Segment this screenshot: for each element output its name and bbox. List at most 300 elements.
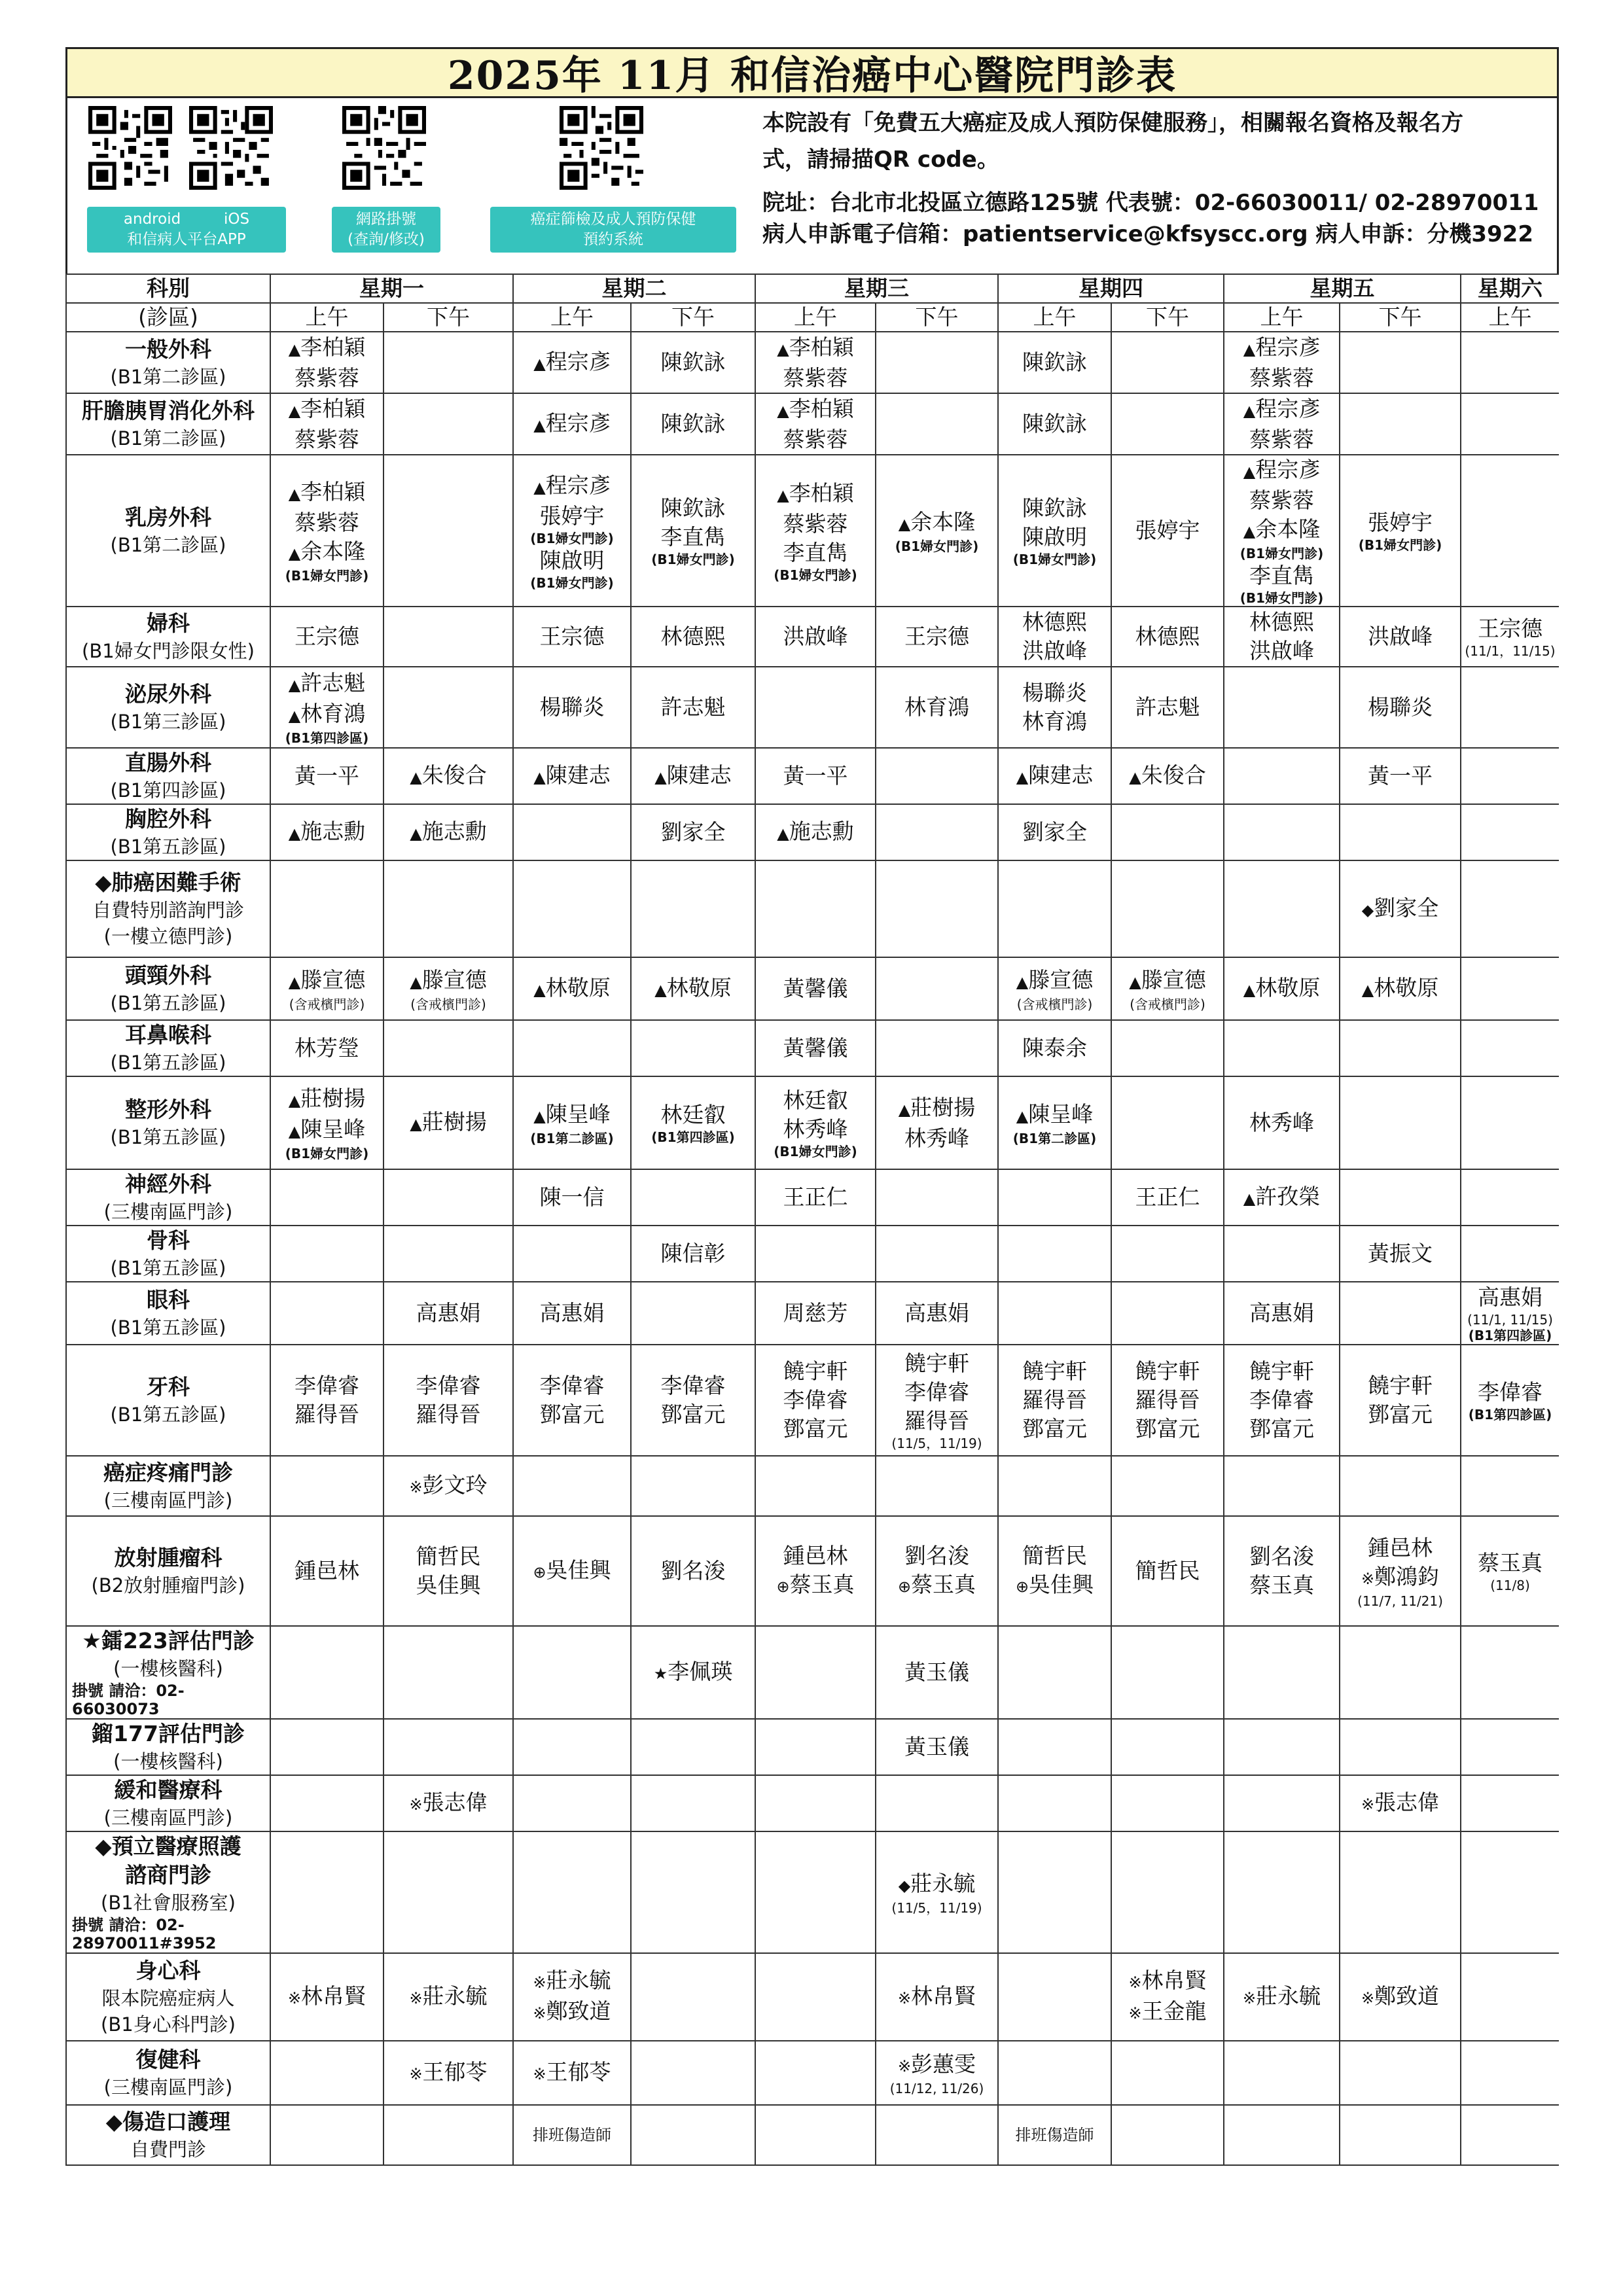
doctor-name: 鄭致道 [1374,1983,1440,2009]
session-cell [513,748,631,804]
doctor-name: 林廷叡 [660,1102,726,1127]
doctor-entry [999,1386,1111,1415]
department-name: 神經外科 [125,1171,211,1197]
qr-code-icon[interactable] [342,106,426,190]
session-cell [1461,1456,1559,1516]
triangle-icon: ▲ [288,824,301,843]
doctor-entry [632,1557,755,1585]
session-cell [1111,1775,1224,1831]
doctor-entry [1340,1371,1460,1400]
session-cell [1111,1516,1224,1626]
department-cell [66,1953,270,2041]
doctor-entry [876,1093,997,1124]
asterisk-icon: ※ [1361,1569,1375,1588]
doctor-name: 程宗彥 [1255,395,1321,421]
schedule-row [66,860,1559,957]
doctor-entry [632,1657,755,1688]
session-cell [876,1775,998,1831]
doctor-name: 林德熙 [1249,609,1314,635]
session-cell [270,1626,383,1719]
session-cell [270,2105,383,2165]
department-name: 骨科 [147,1227,190,1253]
session-cell [631,1345,755,1456]
doctor-name: 林德熙 [1022,609,1087,635]
doctor-name: 劉家全 [660,819,726,845]
session-cell [1461,1516,1559,1626]
session-cell [876,332,998,393]
session-cell [1224,455,1340,607]
session-cell [755,860,876,957]
doctor-entry [384,1571,512,1600]
department-name: 一般外科 [125,336,211,362]
session-cell [1340,1345,1461,1456]
session-cell [1111,1169,1224,1226]
session-cell [631,957,755,1020]
session-cell [1461,1169,1559,1226]
session-cell [876,1953,998,2041]
session-cell [755,1719,876,1775]
doctor-entry [999,348,1111,377]
doctor-entry [756,1415,875,1443]
session-cell [513,2041,631,2105]
doctor-name: 陳欽詠 [1022,495,1087,521]
session-cell [513,860,631,957]
doctor-name: 洪啟峰 [1022,638,1087,663]
doctor-name: 陳欽詠 [1022,349,1087,375]
session-cell [1111,1226,1224,1282]
location-note: (B1婦女門診) [530,574,614,591]
session-cell [876,748,998,804]
doctor-name: 陳啟明 [1022,524,1087,550]
session-cell [1340,1626,1461,1719]
doctor-name: 林敬原 [1255,974,1321,1000]
doctor-entry [271,333,383,364]
session-cell [1224,1775,1340,1831]
clinic-zone: (B1第五診區) [110,1404,226,1426]
doctor-entry [514,1966,630,1997]
doctor-name: 鄧富元 [783,1416,848,1441]
session-cell [1340,607,1461,667]
session-cell [513,1626,631,1719]
registration-phone-number: ：02-28970011#3952 [72,1916,217,1952]
doctor-name: 劉名浚 [1249,1544,1314,1569]
session-cell [1224,748,1340,804]
doctor-name: 余本隆 [300,539,366,564]
doctor-name: 高惠娟 [1249,1300,1314,1326]
doctor-entry [514,1299,630,1328]
clinic-zone: (B1婦女門診限女性) [82,640,255,662]
session-cell [1111,607,1224,667]
doctor-name: 林敬原 [1374,974,1439,1000]
session-cell [1340,2105,1461,2165]
doctor-entry [756,1542,875,1570]
schedule-row [66,1169,1559,1226]
schedule-row [66,1020,1559,1076]
doctor-entry [514,409,630,440]
session-cell [513,2105,631,2165]
doctor-name: 許志魁 [660,694,726,720]
triangle-icon: ▲ [288,707,301,725]
doctor-entry [271,1084,383,1115]
doctor-name: 施志勳 [789,818,854,844]
session-cell [513,1456,631,1516]
doctor-entry [271,537,383,568]
session-cell [383,1775,513,1831]
session-cell [998,1076,1111,1169]
triangle-icon: ▲ [777,486,789,504]
doctor-name: 李直雋 [660,524,726,550]
doctor-entry [1112,1415,1223,1443]
session-cell [1224,1626,1340,1719]
doctor-name: 王宗德 [904,624,969,649]
day-header-thu: 星期四 [998,274,1224,303]
session-cell [998,607,1111,667]
doctor-name: 林秀峰 [783,1116,848,1142]
department-cell [66,1516,270,1626]
doctor-entry [514,974,630,1004]
doctor-name: 彭蕙雯 [911,2051,976,2077]
doctor-name: 李柏穎 [300,479,366,504]
doctor-name: 高惠娟 [539,1300,605,1326]
session-cell [755,748,876,804]
qr-code-icon[interactable] [560,106,643,190]
session-am: 上午 [998,303,1111,332]
session-cell [383,1226,513,1282]
doctor-name: 黃振文 [1368,1241,1433,1266]
session-cell [383,455,513,607]
session-cell [270,860,383,957]
schedule-row [66,1831,1559,1953]
triangle-icon: ▲ [288,544,301,563]
doctor-name: 張婷宇 [1135,518,1200,543]
location-note: (B1第四診區) [285,730,369,746]
location-note: (11/1，11/15) [1465,643,1556,659]
session-cell [270,1775,383,1831]
doctor-entry [876,1124,997,1153]
doctor-entry [271,762,383,790]
doctor-name: 鄭致道 [546,1998,611,2024]
doctor-entry [384,1371,512,1400]
session-cell [876,1831,998,1953]
qr-code-icon[interactable] [189,106,273,190]
session-cell [755,957,876,1020]
session-cell [998,957,1111,1020]
session-cell [270,455,383,607]
doctor-entry [1224,1386,1339,1415]
session-cell [755,1626,876,1719]
clinic-zone-line2: (一樓立德門診) [103,925,233,947]
department-cell [66,1169,270,1226]
circled-plus-icon: ⊕ [776,1577,790,1596]
doctor-entry [384,966,512,997]
session-cell [513,1076,631,1169]
doctor-entry [1461,1283,1559,1312]
session-cell [755,332,876,393]
location-note: (11/7, 11/21) [1357,1593,1443,1609]
session-cell [1224,1516,1340,1626]
session-cell [1340,1775,1461,1831]
triangle-icon: ▲ [1243,340,1256,359]
session-am: 上午 [1461,303,1559,332]
clinic-zone: 自費門診 [130,2138,206,2161]
qr-code-icon[interactable] [88,106,172,190]
department-cell [66,332,270,393]
doctor-name: 程宗彥 [545,348,611,374]
doctor-name: 莊樹揚 [300,1086,366,1111]
clinic-zone: (B1第五診區) [110,1257,226,1279]
doctor-entry [876,1733,997,1761]
session-cell [1461,748,1559,804]
doctor-name: 蔡紫蓉 [294,364,359,391]
session-cell [631,1626,755,1719]
doctor-name: 程宗彥 [545,410,611,436]
clinic-zone: (B1第四診區) [110,779,226,802]
department-name: 緩和醫療科 [114,1777,223,1803]
doctor-entry [1224,1182,1339,1213]
session-cell [1111,1953,1224,2041]
doctor-entry [1112,1183,1223,1212]
department-name: 直腸外科 [125,750,211,775]
session-cell [998,1516,1111,1626]
session-cell [513,1953,631,2041]
session-cell [876,1516,998,1626]
location-note: (11/8) [1490,1578,1530,1593]
session-cell [876,1282,998,1345]
location-note: (B1婦女門診) [285,568,369,584]
doctor-entry [514,1371,630,1400]
doctor-entry [876,622,997,651]
doctor-entry [999,608,1111,637]
session-cell [1340,748,1461,804]
doctor-name: 簡哲民 [416,1544,481,1569]
session-cell [998,1775,1111,1831]
doctor-entry [271,508,383,537]
doctor-entry [999,1100,1111,1131]
triangle-icon: ▲ [1243,463,1256,481]
doctor-name: 許孜榮 [1255,1183,1321,1209]
doctor-entry [632,818,755,847]
session-cell [998,1020,1111,1076]
circled-plus-icon: ⊕ [1015,1577,1029,1596]
session-cell [513,957,631,1020]
doctor-name: 程宗彥 [1255,334,1321,360]
doctor-entry [632,523,755,552]
session-cell [1111,748,1224,804]
session-cell [755,2105,876,2165]
session-cell [998,1953,1111,2041]
session-cell [513,1020,631,1076]
doctor-name: 莊樹揚 [421,1108,487,1135]
triangle-icon: ▲ [288,1091,301,1110]
doctor-name: 林秀峰 [1249,1110,1314,1135]
session-am: 上午 [270,303,383,332]
doctor-entry [632,1371,755,1400]
session-cell [1340,393,1461,455]
session-cell [1111,957,1224,1020]
screening-qr-label [490,207,736,253]
session-cell [631,804,755,860]
triangle-icon: ▲ [533,478,546,497]
department-cell [66,1226,270,1282]
session-cell [383,1831,513,1953]
session-cell [270,1020,383,1076]
session-cell [876,393,998,455]
doctor-entry [514,693,630,722]
session-cell [755,1226,876,1282]
doctor-name: 林敬原 [666,974,732,1000]
session-cell [383,957,513,1020]
triangle-icon: ▲ [1243,522,1256,540]
doctor-entry [999,523,1111,552]
clinic-zone: (B1第二診區) [110,366,226,388]
doctor-name: 滕宣德 [1028,966,1094,993]
doctor-name: 滕宣德 [1141,966,1206,993]
doctor-name: 饒宇軒 [1022,1358,1087,1384]
session-pm: 下午 [876,303,998,332]
location-note: (B1婦女門診) [530,530,614,546]
doctor-name: 蔡玉真 [1249,1572,1314,1598]
doctor-entry [1112,693,1223,722]
session-cell [631,1831,755,1953]
clinic-zone: (三樓南區門診) [103,1807,233,1829]
doctor-name: 高惠娟 [1478,1284,1543,1310]
session-cell [876,667,998,748]
doctor-entry [756,333,875,364]
session-cell [1224,1456,1340,1516]
doctor-entry [1224,364,1339,393]
asterisk-icon: ※ [1361,1988,1375,2007]
session-am: 上午 [1224,303,1340,332]
doctor-entry [1224,974,1339,1004]
clinic-schedule-table [65,274,1559,2166]
doctor-entry [876,1542,997,1570]
session-cell [513,393,631,455]
session-cell [1461,393,1559,455]
doctor-entry [1112,1386,1223,1415]
doctor-name: 陳建志 [545,762,611,788]
doctor-entry [876,1299,997,1328]
session-cell [876,455,998,607]
diamond-icon: ◆ [1361,900,1374,919]
doctor-entry [876,1349,997,1378]
session-cell [755,1169,876,1226]
session-cell [1111,332,1224,393]
doctor-entry [384,761,512,792]
session-cell [631,1020,755,1076]
location-note: (含戒檳門診) [410,996,486,1012]
doctor-name: 李直雋 [1249,563,1314,588]
asterisk-icon: ※ [409,1477,423,1496]
session-cell [1461,1020,1559,1076]
session-cell [631,607,755,667]
schedule-row [66,1226,1559,1282]
schedule-row [66,1953,1559,2041]
star-icon: ★ [653,1664,668,1683]
session-cell [383,804,513,860]
day-header-tue: 星期二 [513,274,755,303]
doctor-entry [384,1542,512,1571]
location-note: (B1婦女門診) [1240,590,1324,606]
session-cell [998,332,1111,393]
doctor-name: 王正仁 [1135,1184,1200,1210]
session-cell [270,1226,383,1282]
doctor-name: 李偉睿 [416,1373,481,1398]
doctor-entry [756,479,875,510]
session-cell [383,1282,513,1345]
session-cell [270,957,383,1020]
doctor-entry [876,1869,997,1900]
session-cell [1461,1831,1559,1953]
department-cell [66,2105,270,2165]
session-cell [1461,1076,1559,1169]
doctor-entry [1340,762,1460,790]
doctor-name: 黃馨儀 [783,1035,848,1061]
session-cell [755,804,876,860]
doctor-entry [876,1570,997,1601]
doctor-name: 羅得晉 [1135,1387,1200,1413]
doctor-entry [756,1299,875,1328]
doctor-name: 余本隆 [910,508,976,535]
doctor-name: 滕宣德 [421,966,487,993]
session-cell [631,1775,755,1831]
clinic-zone: (B1第五診區) [110,992,226,1014]
doctor-entry [1112,966,1223,997]
department-cell [66,607,270,667]
department-name: 婦科 [147,610,190,636]
clinic-zone: (B1社會服務室) [101,1892,236,1914]
department-cell [66,1626,270,1719]
doctor-entry [756,1570,875,1601]
session-cell [1224,1226,1340,1282]
department-name: ◆肺癌困難手術 [95,870,241,895]
asterisk-icon: ※ [897,1988,912,2007]
schedule-row [66,1456,1559,1516]
session-cell [270,2041,383,2105]
web-label-line1: 網路掛號 [356,211,416,228]
triangle-icon: ▲ [533,768,546,786]
session-cell [383,667,513,748]
doctor-entry [384,1788,512,1819]
asterisk-icon: ※ [1242,1988,1257,2007]
doctor-entry [1224,425,1339,454]
doctor-name: 簡哲民 [1022,1542,1087,1568]
schedule-row [66,957,1559,1020]
doctor-entry [756,510,875,539]
session-cell [1224,607,1340,667]
clinic-zone: (三樓南區門診) [103,1489,233,1511]
session-cell [998,667,1111,748]
doctor-entry [271,364,383,393]
schedule-row [66,2041,1559,2105]
doctor-entry [756,974,875,1003]
doctor-entry [632,622,755,651]
session-cell [631,332,755,393]
doctor-name: 鄭鴻鈞 [1374,1563,1440,1589]
session-cell [513,1282,631,1345]
session-cell [1461,1626,1559,1719]
department-name: ◆預立醫療照護 [95,1833,241,1859]
session-cell [631,860,755,957]
doctor-entry [756,1357,875,1386]
doctor-entry [1112,1357,1223,1386]
doctor-entry [271,1115,383,1146]
asterisk-icon: ※ [287,1988,302,2007]
registration-phone [67,1916,270,1952]
session-cell [998,1831,1111,1953]
doctor-entry [514,1400,630,1429]
session-cell [383,607,513,667]
doctor-entry [756,622,875,651]
